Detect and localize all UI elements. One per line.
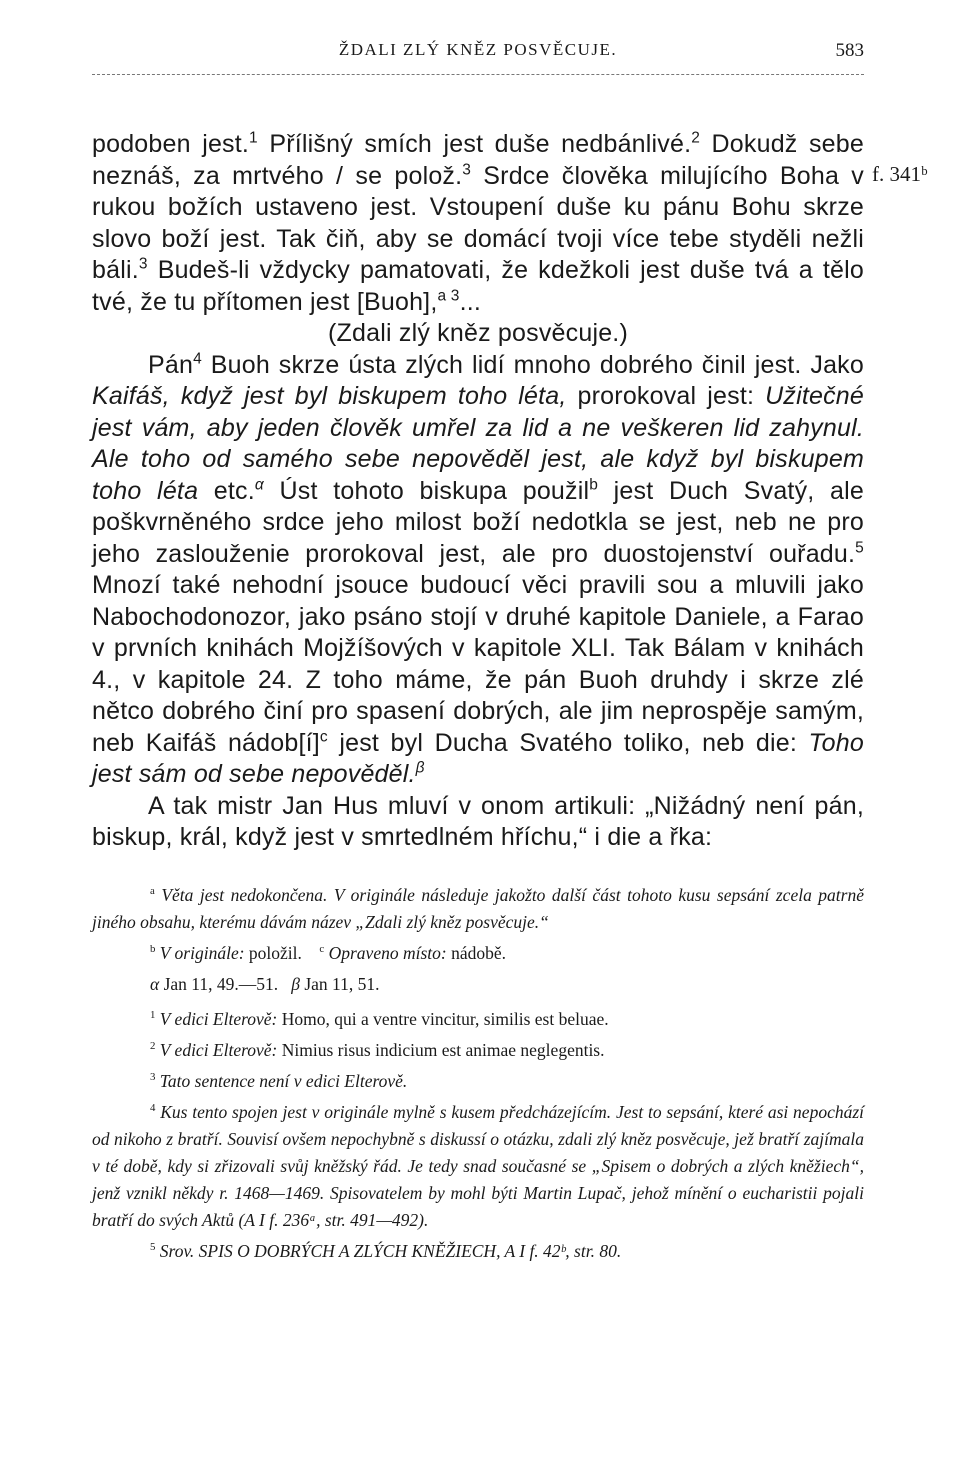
footnote-text: Srov. SPIS O DOBRÝCH A ZLÝCH KNĚŽIECH, A I f. 42ᵇ, str. 80. <box>159 1240 622 1261</box>
footnote-a <box>92 882 864 936</box>
footnote-mark: b <box>150 942 156 955</box>
footnote-label: Opraveno místo: <box>328 942 447 963</box>
footnote-text: nádobě. <box>446 942 507 963</box>
footnote-mark: c <box>319 942 325 955</box>
footnotes <box>92 882 864 1265</box>
running-title: ŽDALI ZLÝ KNĚZ POSVĚCUJE. <box>338 40 618 59</box>
text-span: jest Duch Svatý, ale poškvrněného srdce jeho milost boží nedotkla se jest, neb ne pro jeho zaslouženie prorokoval jest, ale pro duostojenství ouřadu. <box>92 476 864 568</box>
footnote-mark: 5 <box>150 1240 156 1253</box>
footnote-2 <box>92 1037 864 1064</box>
page-number: 583 <box>835 40 864 61</box>
footnote-mark: a <box>150 884 155 897</box>
footnote-4 <box>92 1099 864 1234</box>
page <box>92 38 928 1269</box>
footnote-label: V edici Elterově: <box>159 1039 278 1060</box>
text-span: Budeš-li vždycky pamatovati, že kdežkoli jest duše tvá a tělo tvé, že tu přítomen jest [Buoh], <box>92 256 864 316</box>
text-span: Srdce člověka milujícího Boha v rukou božích ustaveno jest. Vstoupení duše ku pánu Bohu skrze slovo boží jest. Tak čiň, aby se domácí tvoji více tebe styděli nežli báli. <box>92 161 864 284</box>
footnote-ref: c <box>319 728 328 746</box>
text-span: Buoh skrze ústa zlých lidí mnoho dobrého činil jest. Jako <box>201 350 864 379</box>
footnote-text: Jan 11, 51. <box>304 973 380 994</box>
footnote-text: položil. <box>244 942 302 963</box>
text-span: ... <box>459 287 482 316</box>
text-span: Dokudž sebe neznáš, za mrtvého / se polož. <box>92 130 864 190</box>
footnote-ref: 3 <box>462 161 472 179</box>
text-span: Mnozí také nehodní jsouce budoucí věci pravili sou a mluvili jako Nabochodonozor, jako psáno stojí v druhé kapitole Daniele, a Farao v prvních knihách Mojžíšových v kapitole XLI. Tak Bálam v knihách 4., v kapitole 24. Z toho máme, že pán Buoh druhdy i skrze zlé nětco dobrého činí pro spasení dobrých, ale jim neprospěje samým, neb Kaifáš nádob[í] <box>92 571 864 757</box>
italic-quote: Toho jest sám od sebe nepověděl. <box>92 728 864 788</box>
italic-quote: Užitečné jest vám, aby jeden člověk umřel za lid a ne veškeren lid zahynul. Ale toho od samého sebe nepověděl jest, ale když byl biskupem toho léta <box>92 382 864 505</box>
footnote-text: Jan 11, 49.—51. <box>163 973 279 994</box>
footnote-ref: 4 <box>193 350 202 368</box>
footnote-text: Tato sentence není v edici Elterově. <box>159 1070 408 1091</box>
body-text <box>92 129 864 854</box>
footnote-label: V edici Elterově: <box>159 1008 278 1029</box>
footnote-ref: α <box>254 476 264 494</box>
italic-quote: Kaifáš, když jest byl biskupem toho léta, <box>92 382 567 410</box>
footnote-5 <box>92 1238 864 1265</box>
footnote-mark: 4 <box>150 1101 156 1114</box>
text-span: Pán <box>148 350 194 379</box>
footnote-ref: 1 <box>249 129 258 147</box>
running-head <box>92 38 864 68</box>
text-span: jest byl Ducha Svatého toliko, neb die: <box>327 728 809 757</box>
margin-folio-note: f. 341ᵇ <box>872 162 928 186</box>
footnote-text: Nimius risus indicium est animae neglegentis. <box>277 1039 605 1060</box>
paragraph-2 <box>92 350 864 791</box>
footnote-text: Homo, qui a ventre vincitur, similis est beluae. <box>277 1008 609 1029</box>
footnote-label: V originále: <box>159 942 245 963</box>
section-title: (Zdali zlý kněz posvěcuje.) <box>328 319 628 347</box>
paragraph-3: A tak mistr Jan Hus mluví v onom artikuli: „Nižádný není pán, biskup, král, když jest v smrtedlném hříchu,“ i die a řka: <box>92 791 864 851</box>
footnote-text: Věta jest nedokončena. V originále následuje jakožto další část tohoto kusu sepsání zcela patrně jiného obsahu, kterému dávám název „Zdali zlý kněz posvěcuje.“ <box>92 884 864 932</box>
footnote-ref: β <box>415 759 425 777</box>
text-span: prorokoval jest: <box>566 382 766 410</box>
footnote-ref: 5 <box>855 539 864 557</box>
footnote-alpha-beta <box>92 971 864 998</box>
text-span: Úst tohoto biskupa použil <box>263 476 590 505</box>
footnote-mark: 2 <box>150 1039 156 1052</box>
footnote-mark: β <box>291 973 300 994</box>
text-span: Přílišný smích jest duše nedbánlivé. <box>257 130 692 158</box>
footnote-mark: α <box>150 973 160 994</box>
footnote-mark: 1 <box>150 1008 156 1021</box>
footnote-ref: b <box>589 476 599 494</box>
footnote-ref: 3 <box>138 255 148 273</box>
text-span: podoben jest. <box>92 130 250 158</box>
footnote-mark: 3 <box>150 1070 156 1083</box>
paragraph-1 <box>92 129 864 318</box>
footnote-text: Kus tento spojen jest v originále mylně s kusem předcházejícím. Jest to sepsání, které asi nepochází od nikoho z bratří. Souvisí ovšem nepochybně s diskussí o otázku, zdali zlý kněz posvěcuje, jež bratří zajímala v té době, kdy si zřizovali svůj kněžský řád. Je tedy snad současné se „Spisem o dobrých a zlých kněžiech“, jenž vznikl někdy r. 1468—1469. Spisovatelem by mohl býti Martin Lupač, jehož mínění o eucharistii pojali bratří do svých Aktů (A I f. 236ᵃ, str. 491—492). <box>92 1101 865 1230</box>
footnote-3 <box>92 1068 864 1095</box>
footnote-ref: a 3 <box>437 287 460 305</box>
text-span: etc. <box>198 476 255 505</box>
header-rule <box>92 74 864 75</box>
footnote-ref: 2 <box>691 129 701 147</box>
footnote-b-c <box>92 940 864 967</box>
footnote-1 <box>92 1006 864 1033</box>
